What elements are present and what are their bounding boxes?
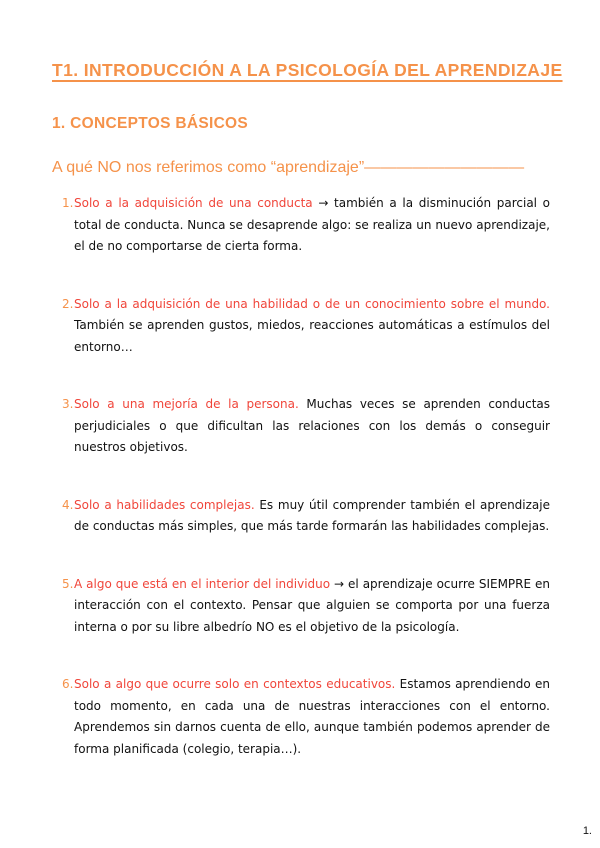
item-lead: Solo a algo que ocurre solo en contextos educativos. [74, 677, 396, 691]
main-title: T1. INTRODUCCIÓN A LA PSICOLOGÍA DEL APRENDIZAJE [52, 60, 563, 80]
list-item [62, 394, 550, 459]
section-title: 1. CONCEPTOS BÁSICOS [52, 115, 249, 132]
concept-list [62, 193, 550, 796]
item-body: → el aprendizaje ocurre SIEMPRE en interacción con el contexto. Pensar que alguien se comporta por una fuerza interna o por su libre albedrío NO es el objetivo de la psicología. [74, 576, 550, 634]
item-number: 3. [62, 397, 74, 411]
item-lead: Solo a la adquisición de una conducta [74, 196, 313, 210]
item-number: 4. [62, 497, 74, 512]
item-number: 1. [62, 196, 74, 210]
list-item [62, 574, 550, 639]
item-number: 5. [62, 576, 74, 591]
list-item [62, 193, 550, 258]
subtitle: A qué NO nos referimos como “aprendizaje”—————————— [52, 159, 525, 176]
item-body: Muchas veces se aprenden conductas perjudiciales o que dificultan las relaciones con los demás o conseguir nuestros objetivos. [74, 397, 551, 454]
item-lead: Solo a habilidades complejas. [74, 497, 255, 512]
item-number: 2. [62, 296, 74, 311]
item-lead: A algo que está en el interior del individuo [74, 576, 331, 591]
item-lead: Solo a una mejoría de la persona. [74, 397, 299, 411]
item-body: Estamos aprendiendo en todo momento, en cada una de nuestras interacciones con el entorno. Aprendemos sin darnos cuenta de ello, aunque también podemos aprender de forma planificada (colegio, terapia…). [74, 677, 551, 756]
item-body: Es muy útil comprender también el aprendizaje de conductas más simples, que más tarde formarán las habilidades complejas. [74, 497, 550, 533]
item-body: → también a la disminución parcial o total de conducta. Nunca se desaprende algo: se realiza un nuevo aprendizaje, el de no comportarse de cierta forma. [74, 196, 551, 253]
item-number: 6. [62, 677, 74, 691]
item-lead: Solo a la adquisición de una habilidad o de un conocimiento sobre el mundo. [74, 296, 550, 311]
list-item [62, 294, 550, 359]
list-item [62, 674, 550, 760]
page-number: 1. [582, 825, 592, 837]
item-body: También se aprenden gustos, miedos, reacciones automáticas a estímulos del entorno… [74, 318, 550, 354]
list-item [62, 495, 550, 538]
